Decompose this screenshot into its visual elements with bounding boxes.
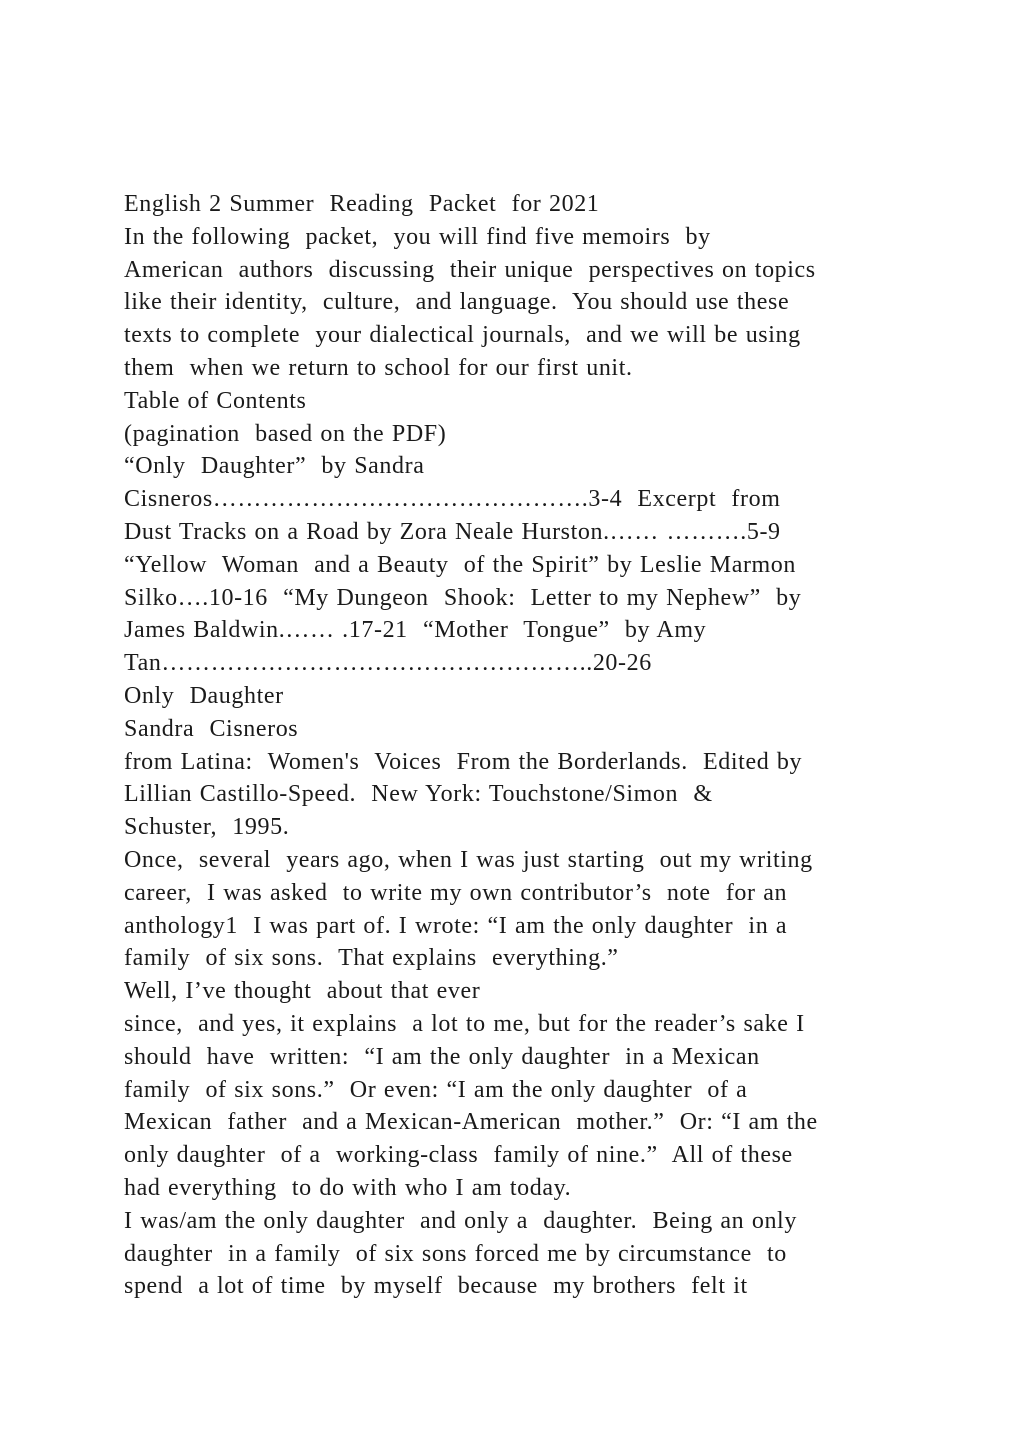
toc-note: (pagination based on the PDF): [124, 420, 447, 447]
body-line: career, I was asked to write my own contributor’s note for an: [124, 879, 788, 906]
body-line: Mexican father and a Mexican-American mother.” Or: “I am the: [124, 1109, 818, 1136]
body-line: Once, several years ago, when I was just starting out my writing: [124, 846, 813, 873]
body-line: only daughter of a working-class family of nine.” All of these: [124, 1142, 793, 1169]
body-line: anthology1 I was part of. I wrote: “I am the only daughter in a: [124, 912, 788, 939]
citation-line: Lillian Castillo-Speed. New York: Touchstone/Simon &: [124, 781, 713, 808]
body-line: daughter in a family of six sons forced me by circumstance to: [124, 1240, 787, 1267]
toc-entry: James Baldwin.…… .17-21 “Mother Tongue” by Amy: [124, 617, 707, 644]
essay-author: Sandra Cisneros: [124, 715, 299, 742]
body-line: family of six sons. That explains everything.”: [124, 945, 619, 972]
body-line: I was/am the only daughter and only a daughter. Being an only: [124, 1207, 797, 1234]
intro-line: In the following packet, you will find five memoirs by: [124, 223, 711, 250]
citation-line: Schuster, 1995.: [124, 814, 290, 841]
packet-title: English 2 Summer Reading Packet for 2021: [124, 191, 600, 217]
document-body: [124, 188, 904, 1303]
toc-entry: Tan……………………………………………..20-26: [124, 650, 652, 677]
body-line: spend a lot of time by myself because my brothers felt it: [124, 1273, 748, 1300]
toc-entry: Cisneros……………………………………….3-4 Excerpt from: [124, 486, 781, 513]
body-line: family of six sons.” Or even: “I am the only daughter of a: [124, 1076, 748, 1103]
toc-heading: Table of Contents: [124, 387, 307, 414]
body-line: had everything to do with who I am today.: [124, 1174, 572, 1201]
citation-line: from Latina: Women's Voices From the Borderlands. Edited by: [124, 748, 803, 775]
body-line: should have written: “I am the only daughter in a Mexican: [124, 1043, 760, 1070]
toc-entry: “Yellow Woman and a Beauty of the Spirit” by Leslie Marmon: [124, 551, 797, 578]
intro-line: texts to complete your dialectical journals, and we will be using: [124, 322, 801, 349]
intro-line: like their identity, culture, and language. You should use these: [124, 289, 790, 316]
essay-title: Only Daughter: [124, 682, 284, 709]
intro-line: American authors discussing their unique perspectives on topics: [124, 256, 816, 283]
toc-entry: “Only Daughter” by Sandra: [124, 453, 425, 480]
body-line: since, and yes, it explains a lot to me, but for the reader’s sake I: [124, 1010, 805, 1037]
toc-entry: Silko….10-16 “My Dungeon Shook: Letter to my Nephew” by: [124, 584, 802, 611]
toc-entry: Dust Tracks on a Road by Zora Neale Hurston.…… ……….5-9: [124, 518, 781, 545]
intro-line: them when we return to school for our first unit.: [124, 354, 633, 381]
body-line: Well, I’ve thought about that ever: [124, 978, 481, 1005]
